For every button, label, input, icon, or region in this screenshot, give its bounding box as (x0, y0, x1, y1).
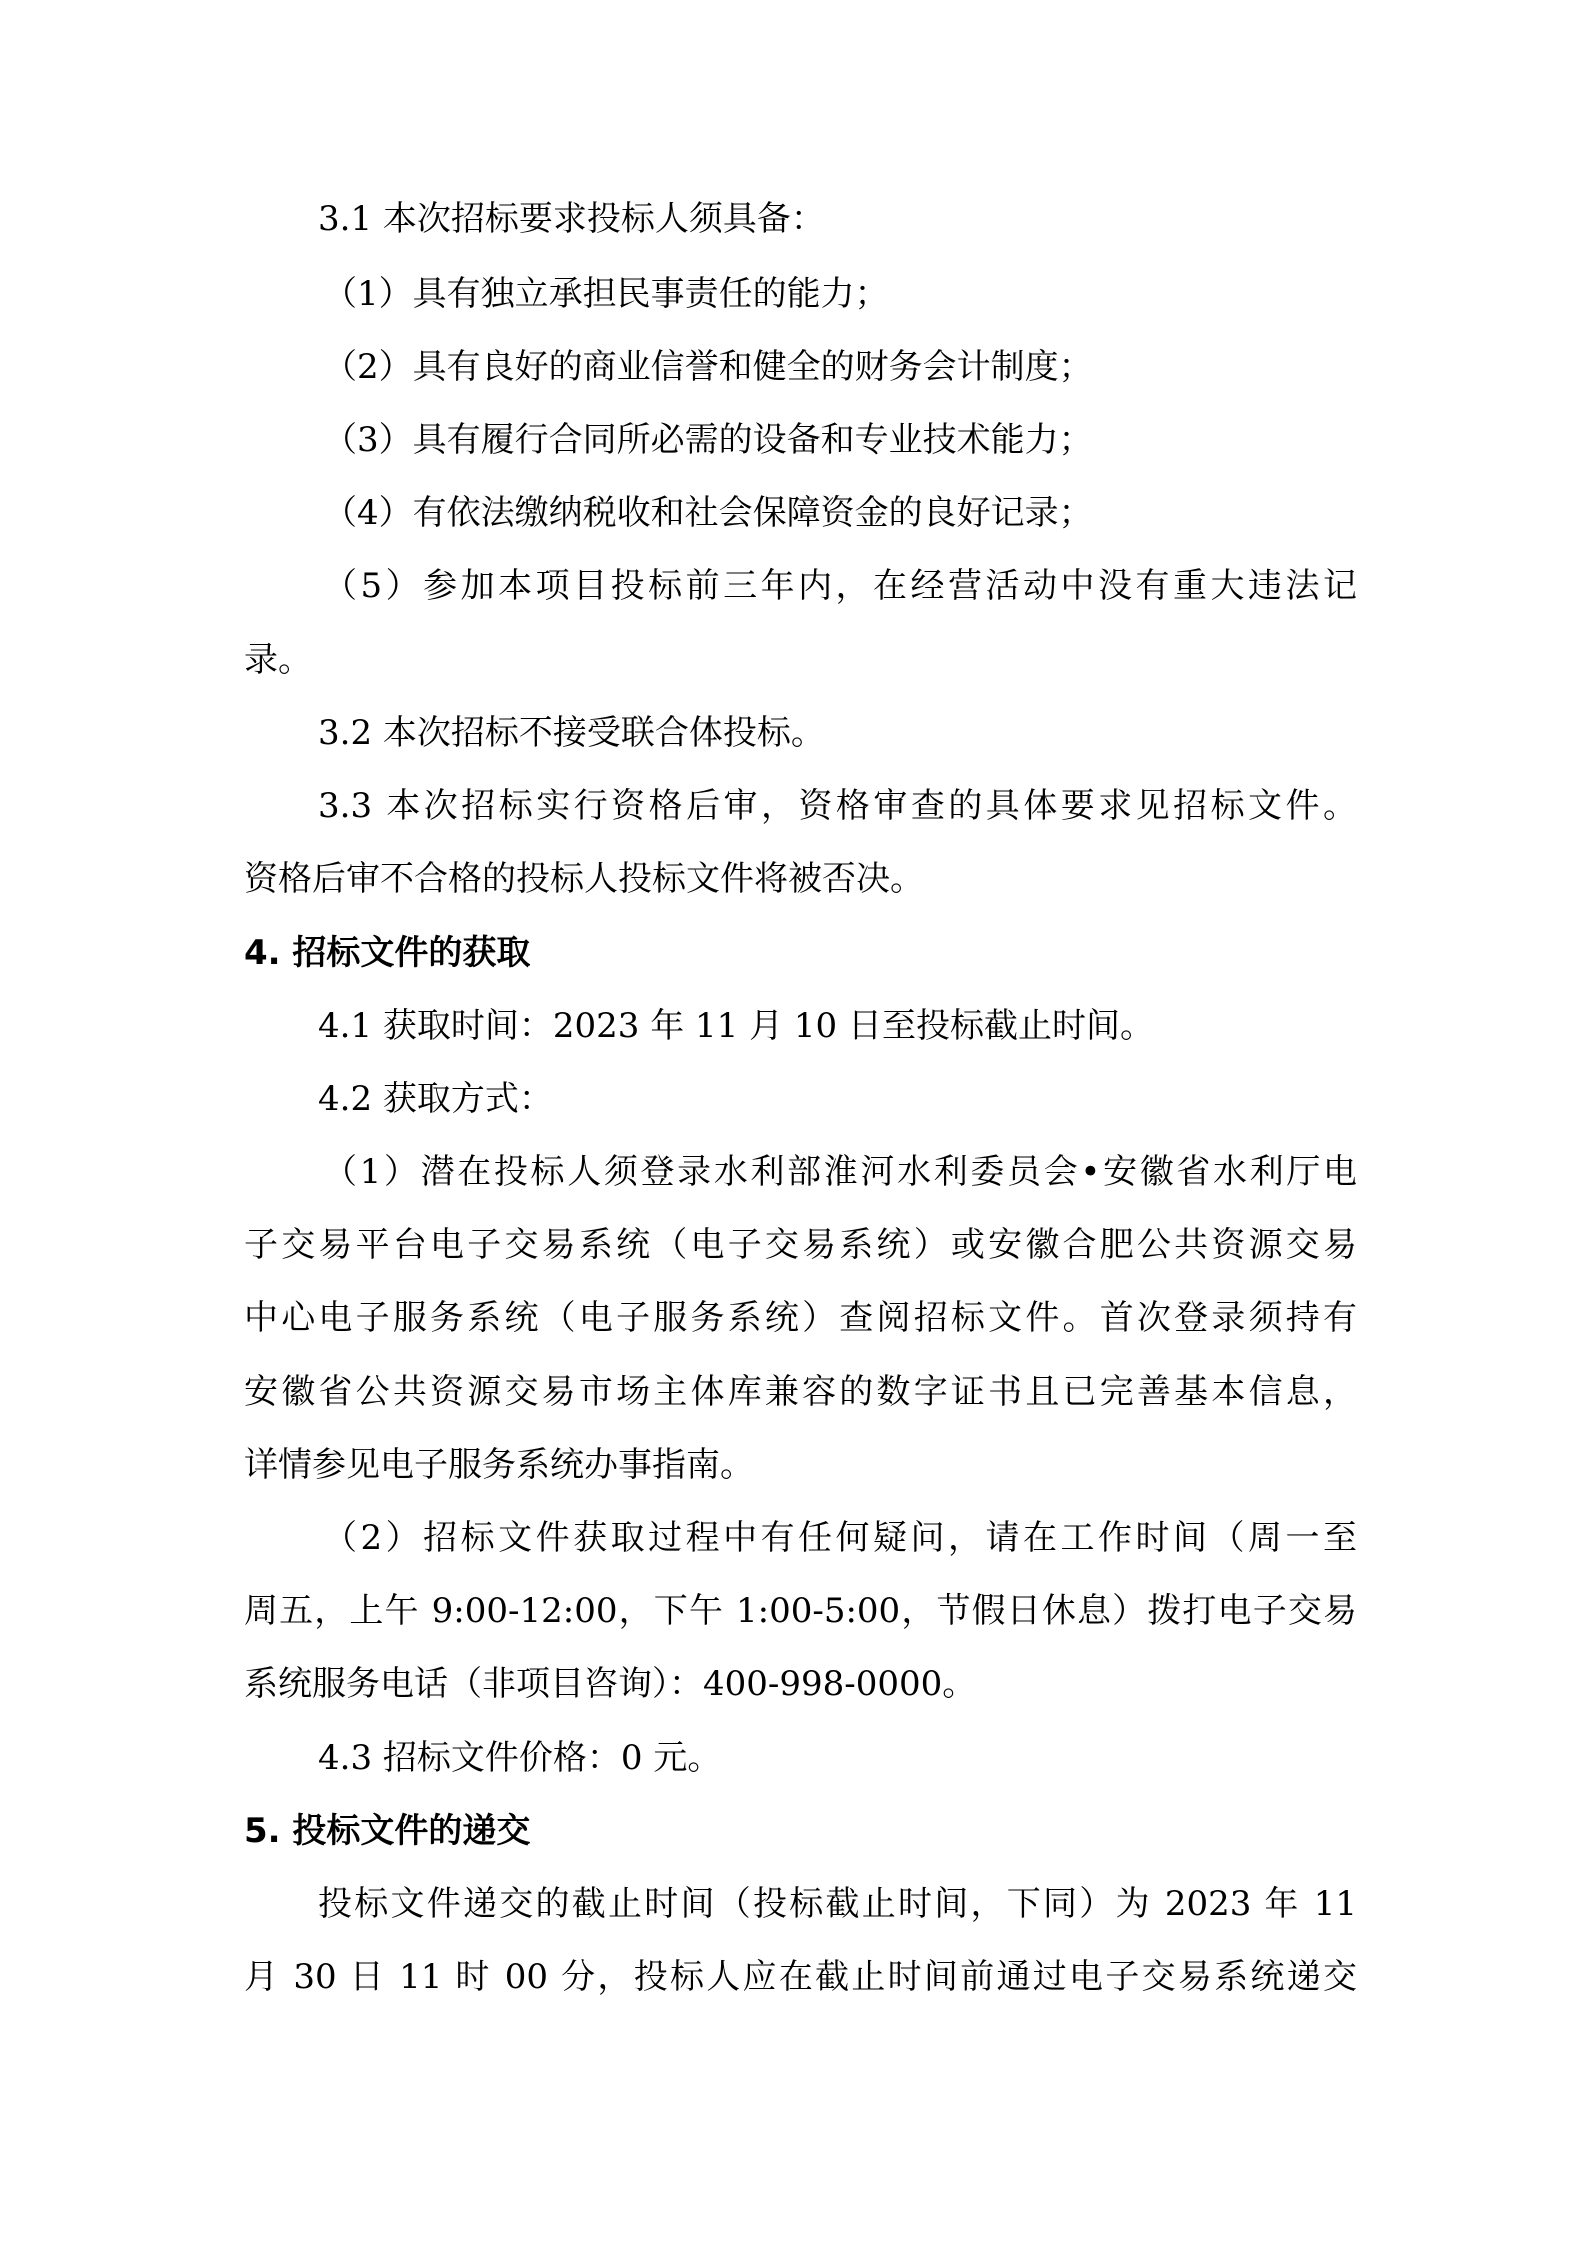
method-item-1: （1）潜在投标人须登录水利部淮河水利委员会•安徽省水利厅电 (323, 1152, 1357, 1192)
method-item-1-cont-3: 安徽省公共资源交易市场主体库兼容的数字证书且已完善基本信息， (244, 1372, 1357, 1412)
method-item-1-cont-1: 子交易平台电子交易系统（电子交易系统）或安徽合肥公共资源交易 (244, 1225, 1357, 1265)
requirement-item-5-cont: 录。 (244, 640, 312, 680)
clause-4-1: 4.1 获取时间：2023 年 11 月 10 日至投标截止时间。 (318, 1006, 1154, 1046)
submission-paragraph: 投标文件递交的截止时间（投标截止时间，下同）为 2023 年 11 (318, 1884, 1357, 1924)
method-item-1-cont-4: 详情参见电子服务系统办事指南。 (244, 1445, 754, 1485)
section-5-heading: 5. 投标文件的递交 (244, 1811, 531, 1851)
clause-3-1: 3.1 本次招标要求投标人须具备： (318, 199, 825, 239)
clause-4-3: 4.3 招标文件价格：0 元。 (318, 1738, 722, 1778)
requirement-item-4: （4）有依法缴纳税收和社会保障资金的良好记录； (323, 493, 1093, 533)
section-4-heading: 4. 招标文件的获取 (244, 933, 531, 973)
method-item-1-cont-2: 中心电子服务系统（电子服务系统）查阅招标文件。首次登录须持有 (244, 1298, 1357, 1338)
requirement-item-3: （3）具有履行合同所必需的设备和专业技术能力； (323, 420, 1093, 460)
method-item-2-cont-1: 周五，上午 9:00-12:00，下午 1:00-5:00，节假日休息）拨打电子交易 (244, 1591, 1357, 1631)
clause-3-2: 3.2 本次招标不接受联合体投标。 (318, 713, 825, 753)
requirement-item-5: （5）参加本项目投标前三年内，在经营活动中没有重大违法记 (323, 566, 1357, 606)
clause-4-2: 4.2 获取方式： (318, 1079, 553, 1119)
clause-3-3-cont: 资格后审不合格的投标人投标文件将被否决。 (244, 859, 924, 899)
method-item-2: （2）招标文件获取过程中有任何疑问，请在工作时间（周一至 (323, 1518, 1357, 1558)
clause-3-3: 3.3 本次招标实行资格后审，资格审查的具体要求见招标文件。 (318, 786, 1357, 826)
submission-paragraph-cont: 月 30 日 11 时 00 分，投标人应在截止时间前通过电子交易系统递交 (244, 1957, 1357, 1997)
requirement-item-1: （1）具有独立承担民事责任的能力； (323, 274, 889, 314)
method-item-2-cont-2: 系统服务电话（非项目咨询）：400-998-0000。 (244, 1664, 977, 1704)
requirement-item-2: （2）具有良好的商业信誉和健全的财务会计制度； (323, 347, 1093, 387)
